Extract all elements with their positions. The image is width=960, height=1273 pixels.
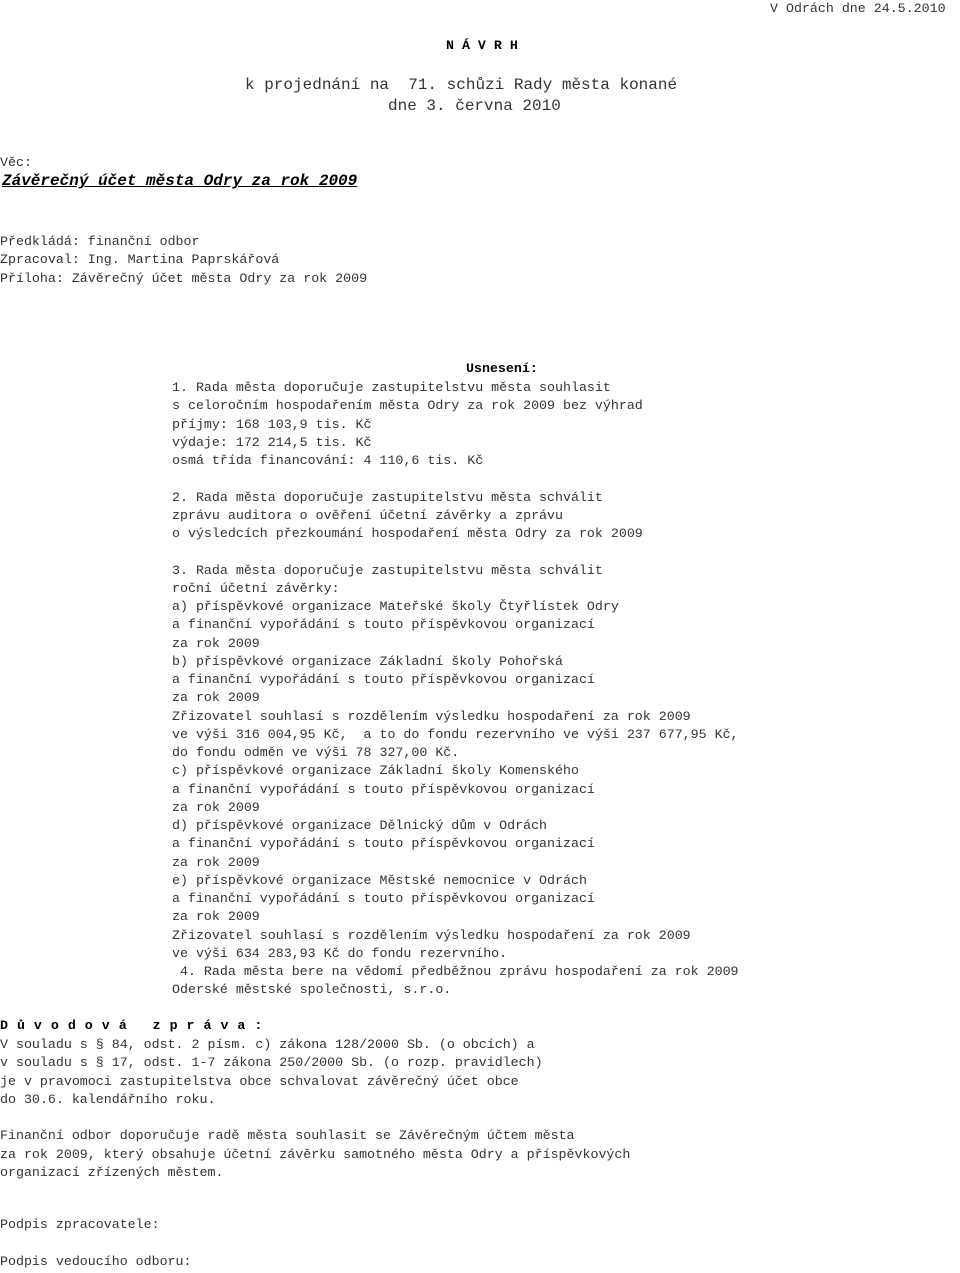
text-line: 4. Rada města bere na vědomí předběžnou zprávu hospodaření za rok 2009 bbox=[172, 964, 739, 979]
text-line: 1. Rada města doporučuje zastupitelstvu města souhlasit bbox=[172, 380, 611, 395]
text-line: ve výši 316 004,95 Kč, a to do fondu rezervního ve výši 237 677,95 Kč, bbox=[172, 726, 739, 742]
text-line: Oderské městské společnosti, s.r.o. bbox=[172, 982, 452, 998]
text-line: a finanční vypořádání s touto příspěvkovou organizací bbox=[172, 617, 595, 633]
text-line: je v pravomoci zastupitelstva obce schvalovat závěrečný účet obce bbox=[0, 1073, 519, 1089]
report-heading: D ů v o d o v á z p r á v a : bbox=[0, 1018, 263, 1033]
text-line: do 30.6. kalendářního roku. bbox=[0, 1091, 216, 1107]
text-line: osmá třída financování: 4 110,6 tis. Kč bbox=[172, 453, 484, 468]
text-line: ve výši 634 283,93 Kč do fondu rezervního. bbox=[172, 945, 508, 961]
text-line: za rok 2009 bbox=[172, 635, 260, 651]
text-line: za rok 2009 bbox=[172, 799, 260, 815]
text-line: a finanční vypořádání s touto příspěvkovou organizací bbox=[172, 781, 595, 797]
text-line: 2. Rada města doporučuje zastupitelstvu města schválit bbox=[172, 489, 603, 505]
meeting-date: dne 3. června 2010 bbox=[388, 97, 561, 115]
resolution-heading: Usnesení: bbox=[466, 361, 538, 376]
text-line: za rok 2009 bbox=[172, 690, 260, 706]
text-line: zprávu auditora o ověření účetní závěrky a zprávu bbox=[172, 507, 563, 523]
text-line: do fondu odměn ve výši 78 327,00 Kč. bbox=[172, 745, 460, 760]
text-line: Finanční odbor doporučuje radě města souhlasit se Závěrečným účtem města bbox=[0, 1128, 575, 1144]
text-line: za rok 2009 bbox=[172, 854, 260, 870]
submitter-line: Předkládá: finanční odbor bbox=[0, 234, 200, 249]
text-line: za rok 2009 bbox=[172, 909, 260, 925]
text-line: příjmy: 168 103,9 tis. Kč bbox=[172, 416, 372, 432]
text-line: a finanční vypořádání s touto příspěvkovou organizací bbox=[172, 836, 595, 852]
text-line: d) příspěvkové organizace Dělnický dům v Odrách bbox=[172, 818, 548, 833]
text-line: c) příspěvkové organizace Základní školy Komenského bbox=[172, 763, 579, 779]
subject-label: Věc: bbox=[0, 155, 32, 170]
signature-head: Podpis vedoucího odboru: bbox=[0, 1254, 192, 1269]
text-line: V souladu s § 84, odst. 2 písm. c) zákona 128/2000 Sb. (o obcích) a bbox=[0, 1037, 535, 1052]
text-line: roční účetní závěrky: bbox=[172, 580, 340, 596]
author-line: Zpracoval: Ing. Martina Paprskářová bbox=[0, 252, 280, 267]
document-date: V Odrách dne 24.5.2010 bbox=[770, 1, 946, 16]
text-line: v souladu s § 17, odst. 1-7 zákona 250/2000 Sb. (o rozp. pravidlech) bbox=[0, 1055, 543, 1071]
document-title: N Á V R H bbox=[446, 38, 518, 53]
text-line: za rok 2009, který obsahuje účetní závěrku samotného města Odry a příspěvkových bbox=[0, 1146, 631, 1162]
subject-title: Závěrečný účet města Odry za rok 2009 bbox=[2, 172, 358, 190]
text-line: Zřizovatel souhlasí s rozdělením výsledku hospodaření za rok 2009 bbox=[172, 927, 691, 943]
text-line: Zřizovatel souhlasí s rozdělením výsledku hospodaření za rok 2009 bbox=[172, 708, 691, 724]
text-line: 3. Rada města doporučuje zastupitelstvu města schválit bbox=[172, 562, 603, 578]
text-line: o výsledcích přezkoumání hospodaření města Odry za rok 2009 bbox=[172, 526, 643, 541]
text-line: b) příspěvkové organizace Základní školy Pohořská bbox=[172, 653, 563, 669]
text-line: s celoročním hospodařením města Odry za rok 2009 bez výhrad bbox=[172, 398, 643, 414]
text-line: a finanční vypořádání s touto příspěvkovou organizací bbox=[172, 891, 595, 906]
meeting-line: k projednání na 71. schůzi Rady města konané bbox=[245, 76, 678, 94]
text-line: výdaje: 172 214,5 tis. Kč bbox=[172, 434, 372, 450]
text-line: organizací zřízených městem. bbox=[0, 1164, 224, 1180]
text-line: e) příspěvkové organizace Městské nemocnice v Odrách bbox=[172, 872, 587, 888]
text-line: a) příspěvkové organizace Mateřské školy Čtyřlístek Odry bbox=[172, 599, 619, 614]
attachment-line: Příloha: Závěrečný účet města Odry za rok 2009 bbox=[0, 271, 368, 286]
text-line: a finanční vypořádání s touto příspěvkovou organizací bbox=[172, 672, 595, 687]
signature-author: Podpis zpracovatele: bbox=[0, 1217, 160, 1232]
